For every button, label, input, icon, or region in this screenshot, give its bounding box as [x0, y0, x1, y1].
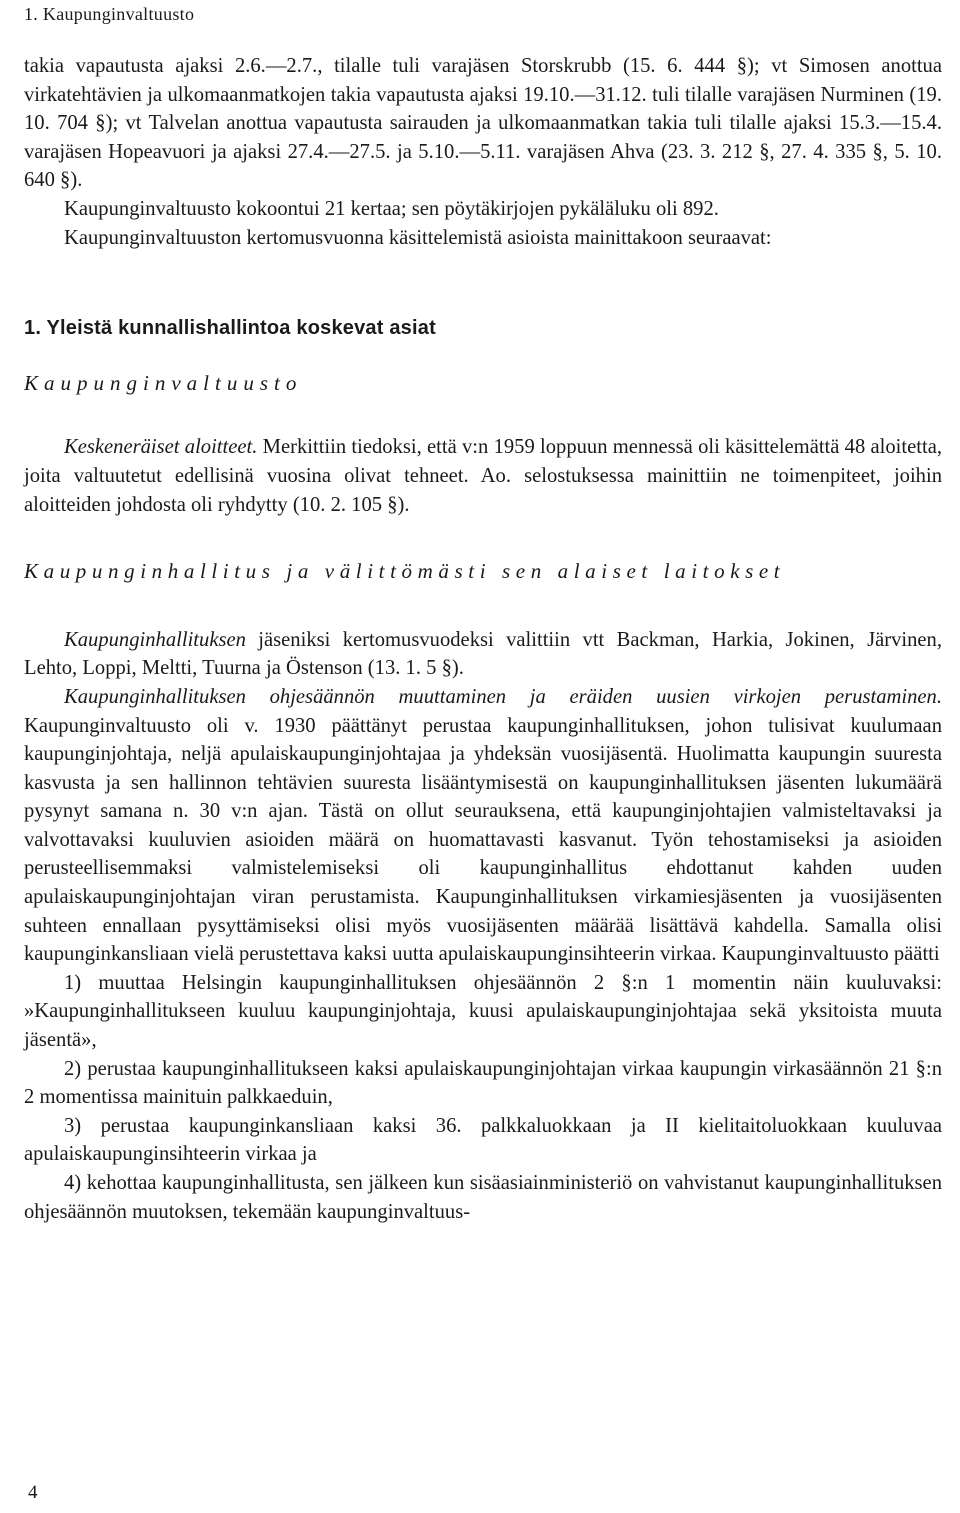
body-text — [24, 52, 942, 1226]
pending-initiatives-text: Merkittiin tiedoksi, että v:n 1959 loppuun mennessä oli käsittelemättä 48 aloitetta, joita valtuutetut edellisinä vuosina olivat tehneet. Ao. selostuksessa mainittiin ne toimenpiteet, joihin aloitteiden johdosta oli ryhdytty (10. 2. 105 §). — [24, 436, 942, 516]
decision-item-2: 2) perustaa kaupunginhallitukseen kaksi apulaiskaupunginjohtajan virkaa kaupungin virkasäännön 21 §:n 2 momentissa mainituin palkkaeduin, — [24, 1057, 942, 1109]
section-heading: 1. Yleistä kunnallishallintoa koskevat asiat — [24, 317, 436, 340]
decision-item-3: 3) perustaa kaupunginkansliaan kaksi 36. palkkaluokkaan ja II kielitaitoluokkaan kuuluvaa apulaiskaupunginsihteerin virkaa ja — [24, 1114, 942, 1166]
meeting-count-paragraph: Kaupunginvaltuusto kokoontui 21 kertaa; sen pöytäkirjojen pykäläluku oli 892. — [64, 197, 719, 220]
board-reform-title: Kaupunginhallituksen ohjesäännön muuttaminen ja eräiden uusien virkojen perustaminen. — [64, 685, 942, 708]
city-council-subheading: Kaupunginvaltuusto — [24, 370, 303, 395]
board-reform-text: Kaupunginvaltuusto oli v. 1930 päättänyt perustaa kaupunginhallituksen, johon tulisivat kuulumaan kaupunginjohtaja, neljä apulaiskaupunginjohtajaa ja yhdeksän vuosijäsentä. Huolimatta kaupungin suuresta kasvusta ja sen hallinnon tehtävien suuresta lisääntymisestä on kaupunginhallituksen jäsenten lukumäärä pysynyt samana n. 30 v:n ajan. Tästä on ollut seurauksena, että kaupunginjohtajien valmisteltavaksi ja valvottavaksi kuuluvien asioiden määrä on huomattavasti kasvanut. Työn tehostamiseksi ja asioiden perusteellisemmaksi valmistelemiseksi oli kaupunginhallitus ehdottanut kahden uuden apulaiskaupunginjohtajan viran perustamista. Kaupunginhallituksen virkamiesjäsenten ja vuosijäsenten suhteen ennallaan pysyttämiseksi olisi myös vuosijäsenten määrää lisättävä kahdella. Samalla olisi kaupunginkansliaan vielä perustettava kaksi uutta apulaiskaupunginsihteerin virkaa. Kaupunginvaltuusto päätti — [24, 714, 942, 966]
pending-initiatives-title: Keskeneräiset aloitteet. — [64, 436, 258, 459]
pending-initiatives-paragraph — [24, 433, 942, 519]
board-reform-paragraph — [24, 683, 942, 969]
matters-intro-paragraph: Kaupunginvaltuuston kertomusvuonna käsittelemistä asioista mainittakoon seuraavat: — [64, 226, 772, 249]
board-members-title: Kaupunginhallituksen — [64, 628, 246, 651]
page-number: 4 — [28, 1482, 38, 1503]
board-members-paragraph — [24, 626, 942, 683]
decision-item-1: 1) muuttaa Helsingin kaupunginhallituksen ohjesäännön 2 §:n 1 momentin näin kuuluvaksi: »Kaupunginhallitukseen kuuluu kaupunginjohtaja, kuusi apulaiskaupunginjohtajaa sekä yksitoista muuta jäsentä», — [24, 971, 942, 1052]
board-members-text: jäseniksi kertomusvuodeksi valittiin vtt Backman, Harkia, Jokinen, Järvinen, Lehto, Loppi, Meltti, Tuurna ja Östenson (13. 1. 5 §). — [24, 628, 942, 680]
running-head: 1. Kaupunginvaltuusto — [24, 4, 195, 24]
city-board-subheading: Kaupunginhallitus ja välittömästi sen alaiset laitokset — [24, 559, 786, 584]
document-page — [24, 0, 942, 1513]
intro-paragraph-continued: takia vapautusta ajaksi 2.6.—2.7., tilalle tuli varajäsen Storskrubb (15. 6. 444 §); vt Simosen anottua virkatehtävien ja ulkomaanmatkojen takia vapautusta ajaksi 19.10.—31.12. tuli tilalle varajäsen Nurminen (19. 10. 704 §); vt Talvelan anottua vapautusta sairauden ja ulkomaanmatkan takia tuli tilalle ajaksi 15.3.—15.4. varajäsen Hopeavuori ja ajaksi 27.4.—27.5. ja 5.10.—5.11. varajäsen Ahva (23. 3. 212 §, 27. 4. 335 §, 5. 10. 640 §). — [24, 55, 942, 192]
decision-item-4: 4) kehottaa kaupunginhallitusta, sen jälkeen kun sisäasiainministeriö on vahvistanut kaupunginhallituksen ohjesäännön muutoksen, tekemään kaupunginvaltuus- — [24, 1172, 942, 1223]
